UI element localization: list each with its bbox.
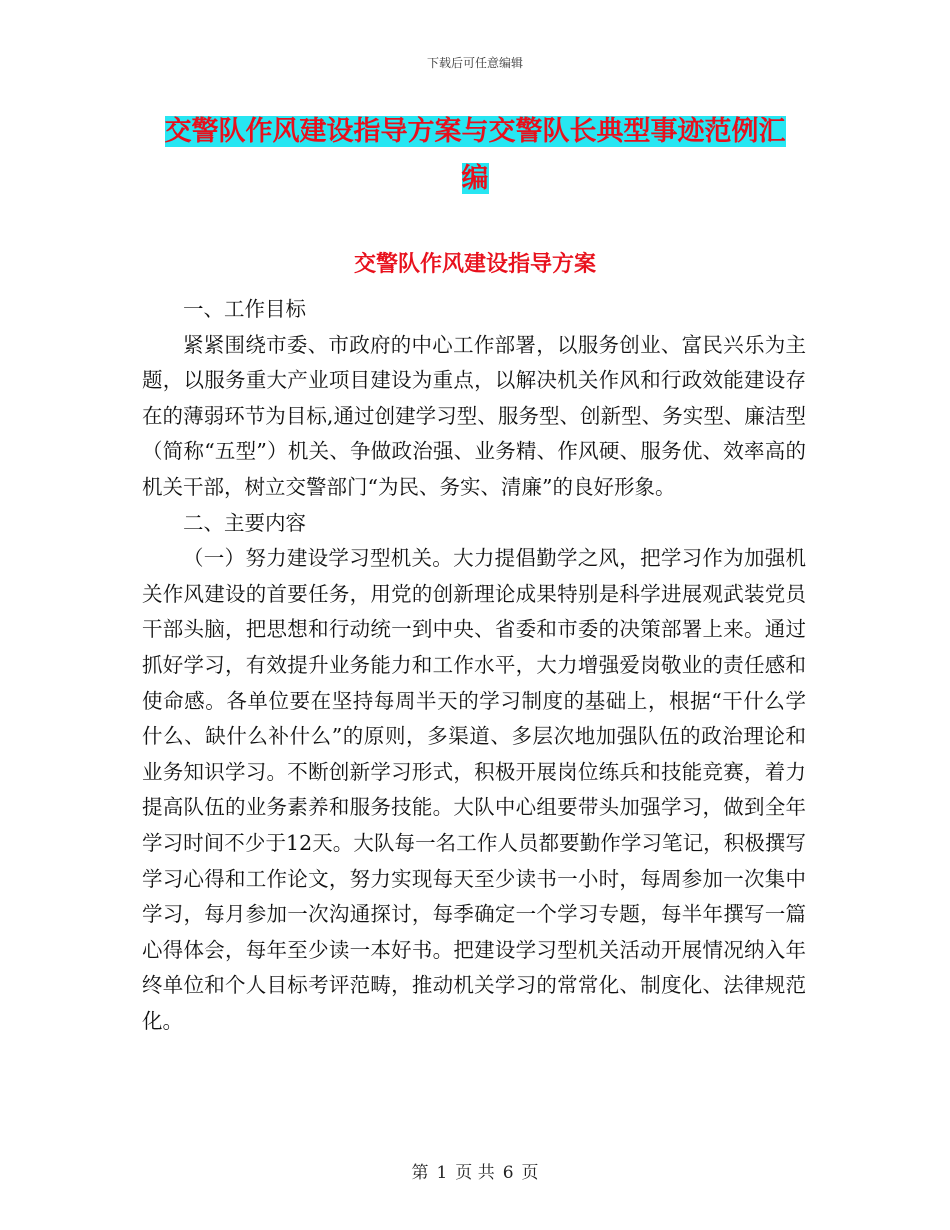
document-title-line-1: 交警队作风建设指导方案与交警队长典型事迹范例汇 (164, 116, 786, 147)
footer-mid: 页 共 (455, 1163, 495, 1183)
section-1-heading: 一、工作目标 (183, 297, 306, 321)
document-body (142, 292, 806, 1039)
footer-suffix: 页 (521, 1163, 539, 1183)
footer-prefix: 第 (411, 1163, 429, 1183)
section-1-paragraph: 紧紧围绕市委、市政府的中心工作部署，以服务创业、富民兴乐为主题，以服务重大产业项目建设为重点，以解决机关作风和行政效能建设存在的薄弱环节为目标,通过创建学习型、服务型、创新型、务实型、廉洁型（简称“五型”）机关、争做政治强、业务精、作风硬、服务优、效率高的机关干部，树立交警部门“为民、务实、清廉”的良好形象。 (142, 332, 806, 499)
document-title (140, 108, 810, 202)
page-footer (0, 1158, 950, 1183)
document-title-line-2: 编 (461, 163, 489, 194)
total-pages-number: 6 (502, 1163, 514, 1183)
section-2-heading: 二、主要内容 (183, 510, 306, 535)
section-title: 交警队作风建设指导方案 (353, 251, 596, 277)
header-note: 下载后可任意编辑 (426, 56, 523, 70)
current-page-number: 1 (436, 1163, 448, 1183)
section-2-paragraph: （一）努力建设学习型机关。大力提倡勤学之风，把学习作为加强机关作风建设的首要任务，用党的创新理论成果特别是科学进展观武装党员干部头脑，把思想和行动统一到中央、省委和市委的决策部署上来。通过抓好学习，有效提升业务能力和工作水平，大力增强爱岗敬业的责任感和使命感。各单位要在坚持每周半天的学习制度的基础上，根据“干什么学什么、缺什么补什么”的原则，多渠道、多层次地加强队伍的政治理论和业务知识学习。不断创新学习形式，积极开展岗位练兵和技能竞赛，着力提高队伍的业务素养和服务技能。大队中心组要带头加强学习，做到全年学习时间不少于12天。大队每一名工作人员都要勤作学习笔记，积极撰写学习心得和工作论文，努力实现每天至少读书一小时，每周参加一次集中学习，每月参加一次沟通探讨，每季确定一个学习专题，每半年撰写一篇心得体会，每年至少读一本好书。把建设学习型机关活动开展情况纳入年终单位和个人目标考评范畴，推动机关学习的常常化、制度化、法律规范化。 (142, 546, 806, 1033)
